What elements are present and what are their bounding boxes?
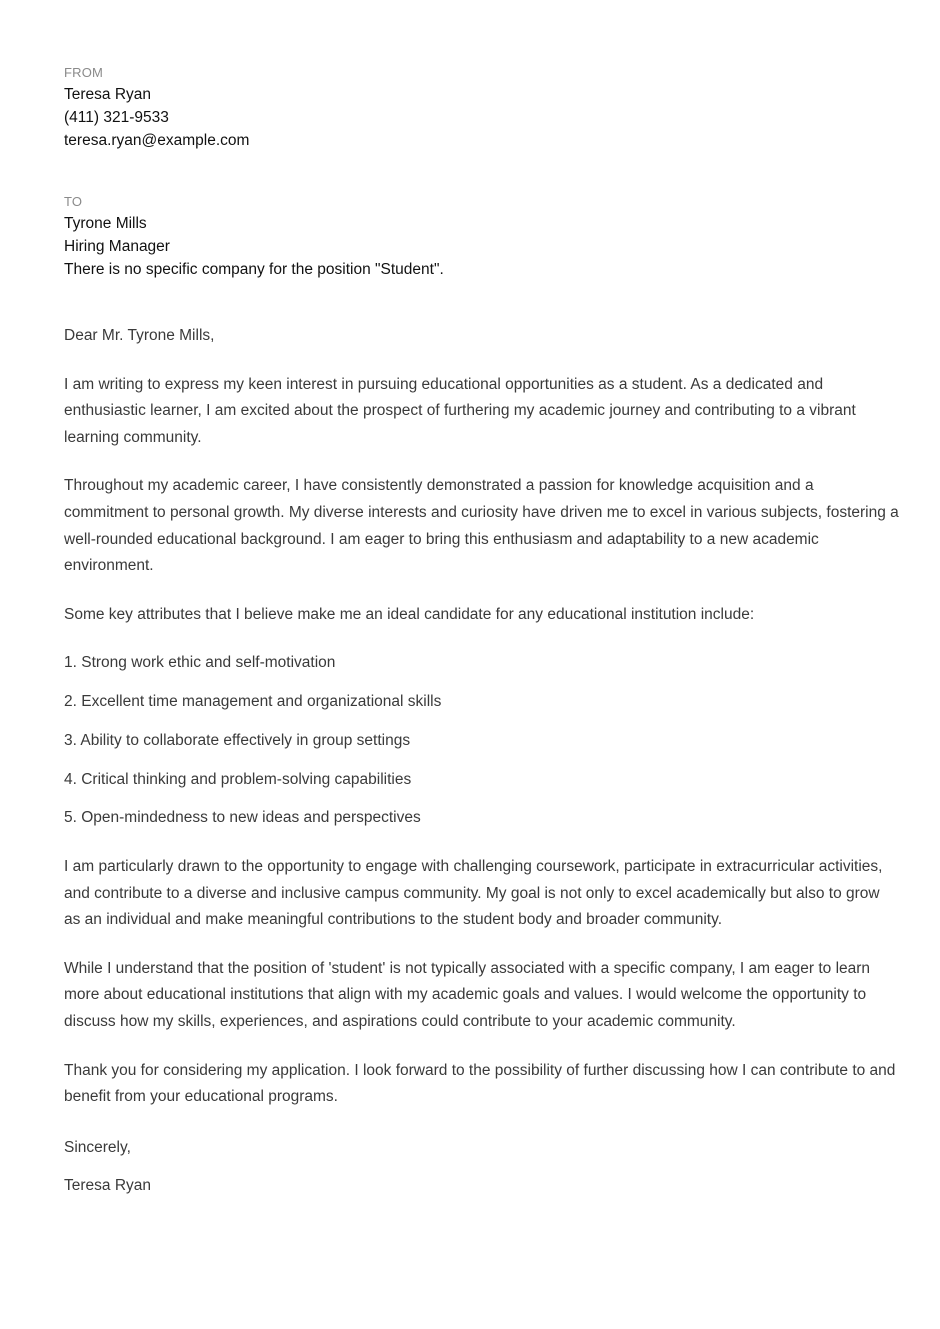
attributes-list bbox=[64, 650, 900, 832]
list-item: 5. Open-mindedness to new ideas and perspectives bbox=[64, 809, 421, 827]
sender-block bbox=[64, 63, 900, 152]
recipient-name: Tyrone Mills bbox=[64, 215, 147, 232]
list-item: 4. Critical thinking and problem-solving capabilities bbox=[64, 770, 412, 788]
recipient-block bbox=[64, 192, 900, 281]
paragraph-position-note: While I understand that the position of 'student' is not typically associated with a specific company, I am eager to learn more about educational institutions that align with my academic goals and values. I would welcome the opportunity to discuss how my skills, experiences, and aspirations could contribute to your academic community. bbox=[64, 959, 871, 1031]
signature: Teresa Ryan bbox=[64, 1177, 152, 1195]
recipient-title: Hiring Manager bbox=[64, 238, 170, 255]
signoff: Sincerely, bbox=[64, 1138, 131, 1156]
paragraph-intro: I am writing to express my keen interest in pursuing educational opportunities as a student. As a dedicated and enthusiastic learner, I am excited about the prospect of furthering my academic journey and contributing to a vibrant learning community. bbox=[64, 375, 856, 446]
list-item: 1. Strong work ethic and self-motivation bbox=[64, 654, 336, 672]
sender-name: Teresa Ryan bbox=[64, 86, 152, 103]
salutation: Dear Mr. Tyrone Mills, bbox=[64, 327, 215, 344]
sender-email: teresa.ryan@example.com bbox=[64, 132, 250, 149]
from-label: FROM bbox=[64, 65, 104, 80]
paragraph-motivation: I am particularly drawn to the opportunity to engage with challenging coursework, participate in extracurricular activities, and contribute to a diverse and inclusive campus community. My goal is not only to excel academically but also to grow as an individual and make meaningful contributions to the student body and broader community. bbox=[64, 858, 883, 929]
recipient-company: There is no specific company for the position "Student". bbox=[64, 261, 444, 278]
cover-letter bbox=[64, 63, 900, 1200]
list-item: 3. Ability to collaborate effectively in group settings bbox=[64, 731, 411, 749]
paragraph-attributes-intro: Some key attributes that I believe make me an ideal candidate for any educational institution include: bbox=[64, 605, 755, 623]
list-item: 2. Excellent time management and organizational skills bbox=[64, 693, 442, 711]
paragraph-background: Throughout my academic career, I have consistently demonstrated a passion for knowledge acquisition and a commitment to personal growth. My diverse interests and curiosity have driven me to excel in various subjects, fostering a well-rounded educational background. I am eager to bring this enthusiasm and adaptability to a new academic environment. bbox=[64, 477, 899, 575]
sender-phone: (411) 321-9533 bbox=[64, 109, 169, 126]
to-label: TO bbox=[64, 194, 83, 209]
paragraph-thanks: Thank you for considering my application. I look forward to the possibility of further discussing how I can contribute to and benefit from your educational programs. bbox=[64, 1061, 896, 1106]
